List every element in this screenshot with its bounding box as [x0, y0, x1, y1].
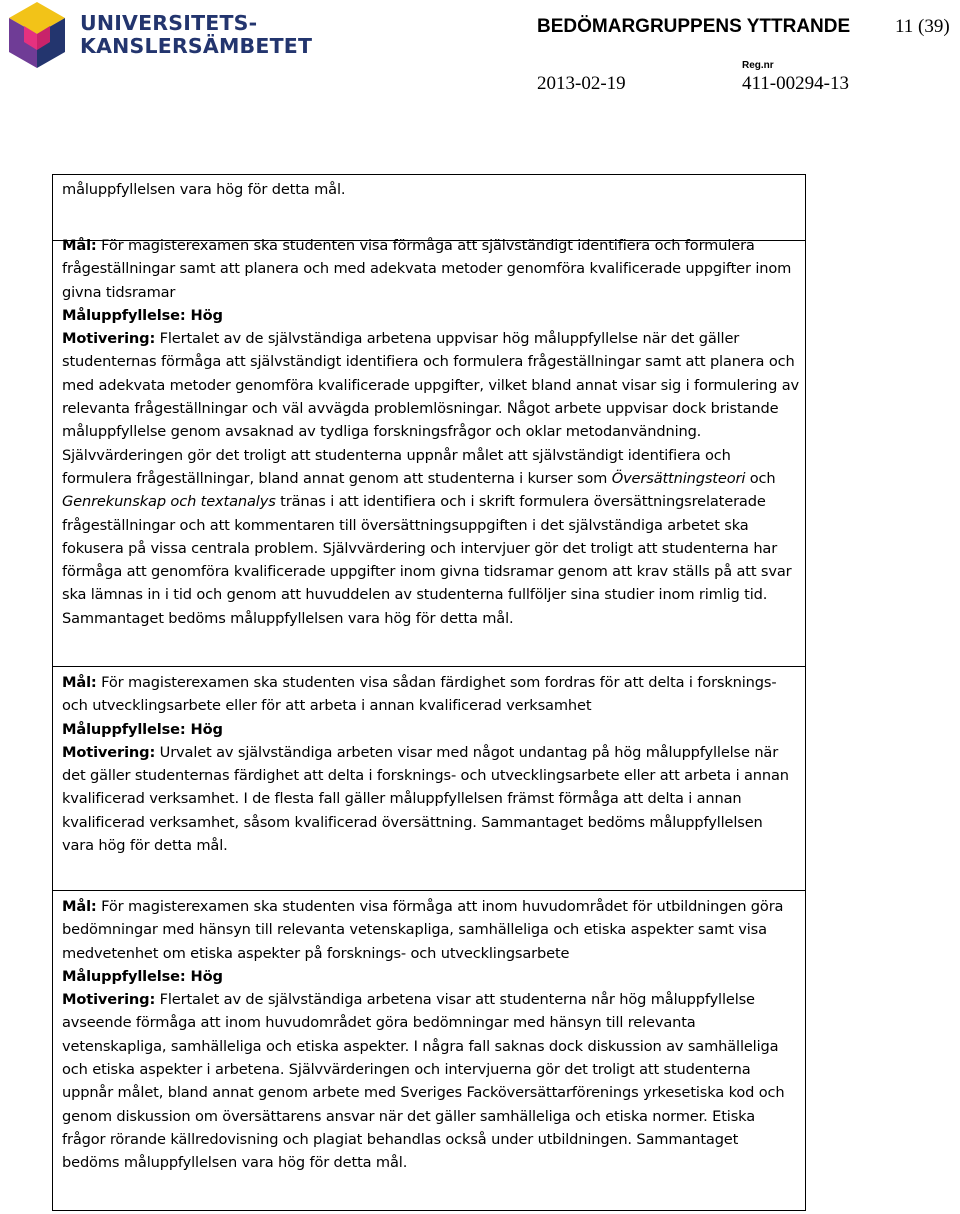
motivation — [62, 741, 799, 857]
goal-text: För magisterexamen ska studenten visa förmåga att självständigt identifiera och formulera frågeställningar samt att planera och med adekvata metoder genomföra kvalificerade uppgifter inom givna tidsramar — [62, 237, 792, 301]
motivation-text: Flertalet av de självständiga arbetena visar att studenterna når hög måluppfyllelse avseende förmåga att inom huvudområdet göra bedömningar med hänsyn till relevanta vetenskapliga, samhälleliga och etiska aspekter. I några fall saknas dock diskussion av samhälleliga och etiska aspekter i arbetena. Självvärderingen och intervjuerna gör det troligt att studenterna uppnår målet, bland annat genom arbete med Sveriges Facköversättarförenings yrkesetiska kod och genom diskussion om översättarens ansvar när det gäller samhälleliga och etiska normer. Etiska frågor rörande källredovisning och plagiat behandlas också under utbildningen. Sammantaget bedöms måluppfyllelsen vara hög för detta mål. — [62, 991, 785, 1172]
goal-text: För magisterexamen ska studenten visa sådan färdighet som fordras för att delta i forsknings- och utvecklingsarbete eller för att arbeta i annan kvalificerad verksamhet — [62, 674, 777, 715]
document-date: 2013-02-19 — [537, 73, 626, 94]
goal-statement — [62, 234, 799, 304]
motivation-label: Motivering: — [62, 991, 156, 1009]
assessment-box-goal-3 — [52, 890, 806, 1211]
goal-label: Mål: — [62, 674, 97, 691]
reg-label: Reg.nr — [742, 60, 774, 71]
goal-label: Mål: — [62, 898, 97, 915]
conjunction: och — [745, 469, 776, 487]
org-line-1: UNIVERSITETS- — [80, 11, 258, 35]
goal-label: Mål: — [62, 237, 97, 254]
assessment-box-goal-1 — [52, 227, 806, 667]
motivation-label: Motivering: — [62, 330, 156, 348]
goal-section — [62, 234, 799, 630]
motivation-text-part1: Flertalet av de självständiga arbetena uppvisar hög måluppfyllelse när det gäller studenternas förmåga att självständigt identifiera och formulera frågeställningar samt att planera och med adekvata metoder genomföra kvalificerade uppgifter, vilket bland annat visar sig i formulering av relevanta frågeställningar och väl avvägda problemlösningar. Något arbete uppvisar dock bristande måluppfyllelse genom avsaknad av tydliga forskningsfrågor och oklar metodanvändning. Självvärderingen gör det troligt att studenterna uppnår målet att självständigt identifiera och formulera frågeställningar, bland annat genom att studenterna i kurser som — [62, 330, 799, 487]
document-type: BEDÖMARGRUPPENS YTTRANDE — [537, 16, 851, 37]
assessment-box-goal-2 — [52, 666, 806, 891]
university-chancellor-logo — [6, 0, 68, 70]
motivation-text-part2: tränas i att identifiera och i skrift formulera översättningsrelaterade frågeställningar och att kommentaren till översättningsuppgiften i det självständiga arbetet ska fokusera på vissa centrala problem. Självvärdering och intervjuer gör det troligt att studenterna har förmåga att genomföra kvalificerade uppgifter inom givna tidsramar genom att krav ställs på att svar ska lämnas in i tid och genom att huvuddelen av studenterna fullföljer sina studier inom rimlig tid. Sammantaget bedöms måluppfyllelsen vara hög för detta mål. — [62, 493, 792, 627]
registration-number: 411-00294-13 — [742, 73, 849, 94]
course-name-2: Genrekunskap och textanalys — [62, 493, 276, 511]
goal-text: För magisterexamen ska studenten visa förmåga att inom huvudområdet för utbildningen göra bedömningar med hänsyn till relevanta vetenskapliga, samhälleliga och etiska aspekter samt visa medvetenhet om etiska aspekter på forsknings- och utvecklingsarbete — [62, 898, 784, 962]
goal-section — [62, 895, 799, 1175]
motivation-text: Urvalet av självständiga arbeten visar med något undantag på hög måluppfyllelse när det gäller studenternas färdighet att delta i forsknings- och utvecklingsarbete eller att arbeta i annan kvalificerad verksamhet. I de flesta fall gäller måluppfyllelsen främst förmåga att delta i annan kvalificerad verksamhet, såsom kvalificerad översättning. Sammantaget bedöms måluppfyllelsen vara hög för detta mål. — [62, 743, 789, 855]
organization-name — [80, 12, 312, 58]
goal-statement — [62, 671, 799, 718]
goal-statement — [62, 895, 799, 965]
fulfillment-rating: Måluppfyllelse: Hög — [62, 306, 223, 324]
page-number: 11 (39) — [895, 16, 950, 37]
org-line-2: KANSLERSÄMBETET — [80, 34, 313, 58]
course-name-1: Översättningsteori — [611, 469, 746, 487]
fulfillment-rating: Måluppfyllelse: Hög — [62, 967, 223, 985]
motivation — [62, 988, 799, 1174]
motivation — [62, 327, 799, 630]
goal-section — [62, 671, 799, 857]
fulfillment-rating: Måluppfyllelse: Hög — [62, 720, 223, 738]
motivation-label: Motivering: — [62, 743, 156, 761]
continuation-text: måluppfyllelsen vara hög för detta mål. — [62, 181, 346, 198]
